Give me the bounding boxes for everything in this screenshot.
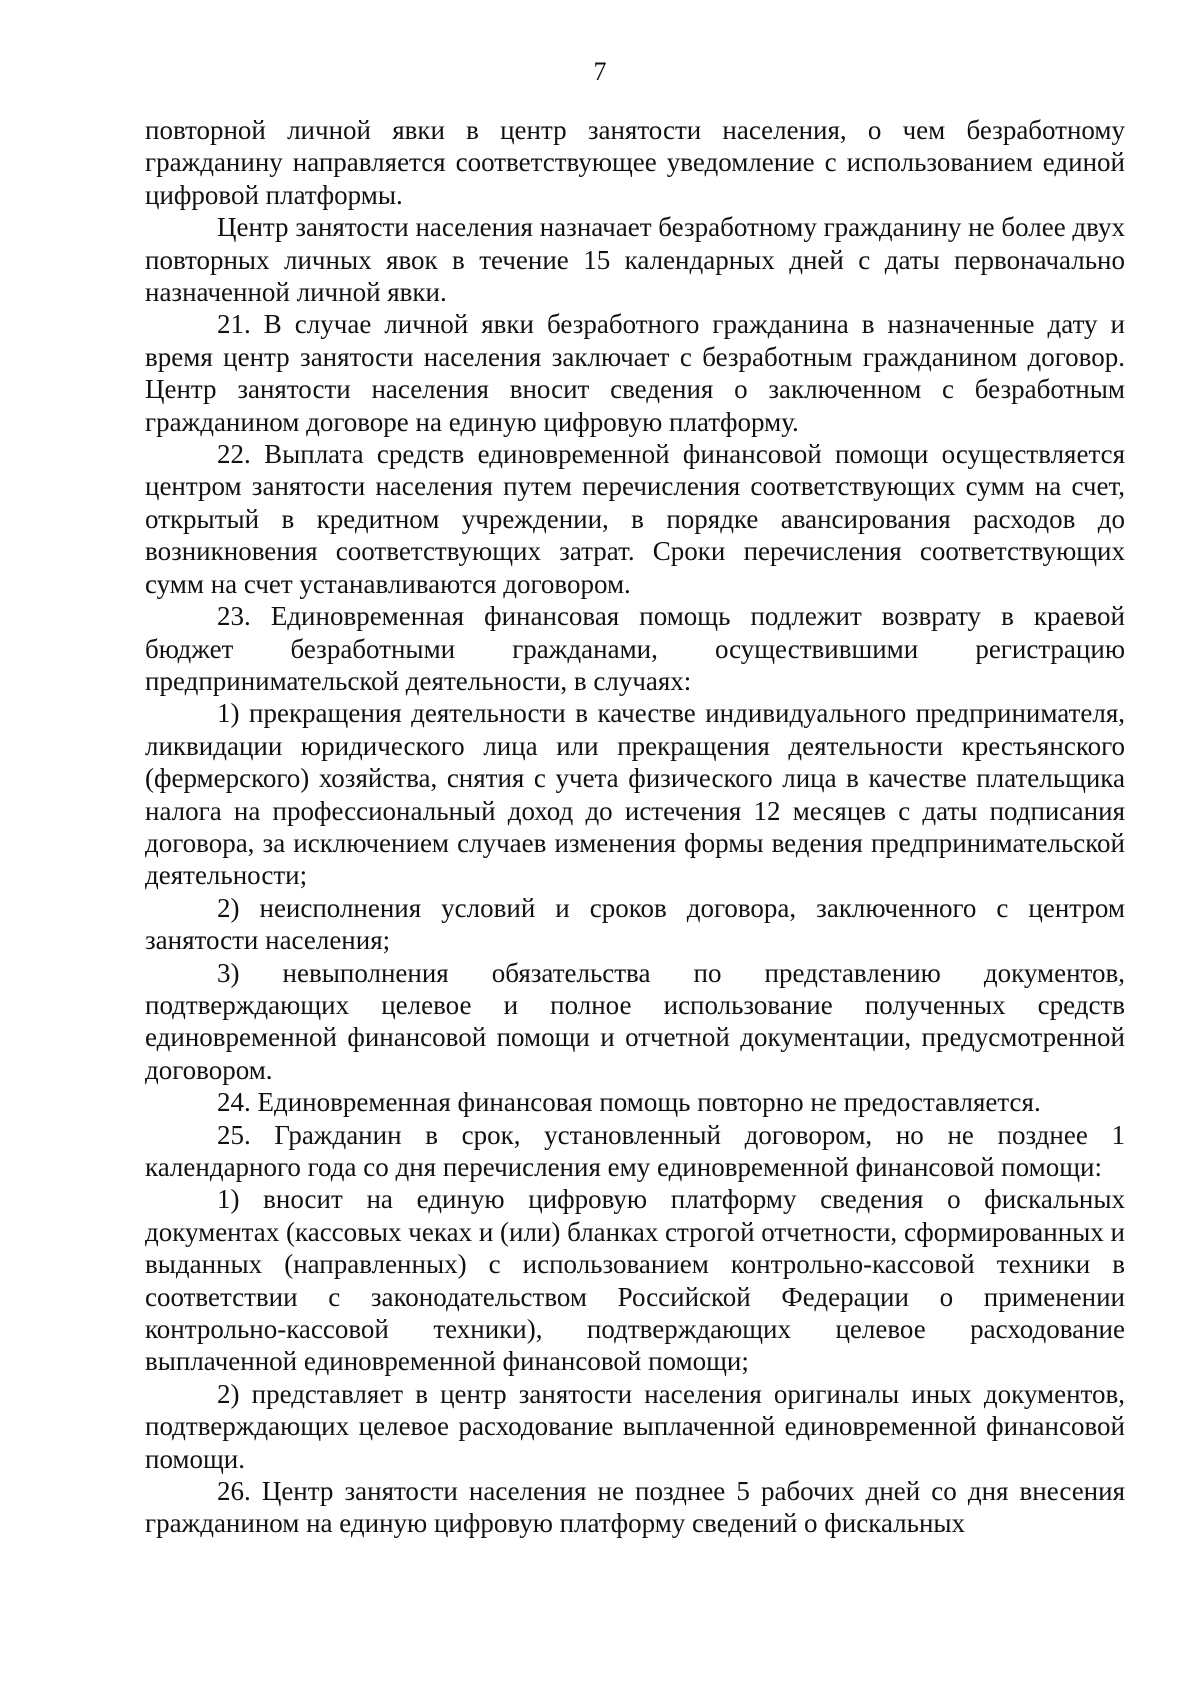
paragraph-25: 25. Гражданин в срок, установленный договором, но не позднее 1 календарного года со дня перечисления ему единовременной финансовой помощи:	[145, 1119, 1125, 1182]
paragraph-24: 24. Единовременная финансовая помощь повторно не предоставляется.	[217, 1087, 1041, 1118]
paragraph-25-item-2: 2) представляет в центр занятости населения оригиналы иных документов, подтверждающих целевое расходование выплаченной единовременной финансовой помощи.	[145, 1378, 1125, 1474]
paragraph-23-item-1: 1) прекращения деятельности в качестве индивидуального предпринимателя, ликвидации юридического лица или прекращения деятельности крестьянского (фермерского) хозяйства, снятия с учета физического лица в качестве плательщика налога на профессиональный доход до истечения 12 месяцев с даты подписания договора, за исключением случаев изменения формы ведения предпринимательской деятельности;	[145, 698, 1125, 891]
paragraph-continuation: повторной личной явки в центр занятости населения, о чем безработному гражданину направляется соответствующее уведомление с использованием единой цифровой платформы.	[145, 115, 1125, 210]
paragraph-23-item-2: 2) неисполнения условий и сроков договора, заключенного с центром занятости населения;	[145, 892, 1125, 956]
paragraph-repeat-appointments: Центр занятости населения назначает безработному гражданину не более двух повторных личных явок в течение 15 календарных дней с даты первоначально назначенной личной явки.	[145, 212, 1125, 308]
document-body	[145, 114, 1125, 1540]
paragraph-25-item-1: 1) вносит на единую цифровую платформу сведения о фискальных документах (кассовых чеках и (или) бланках строгой отчетности, сформированных и выданных (направленных) с использованием контрольно-кассовой техники в соответствии с законодательством Российской Федерации о применении контрольно-кассовой техники), подтверждающих целевое расходование выплаченной единовременной финансовой помощи;	[145, 1184, 1125, 1377]
paragraph-26: 26. Центр занятости населения не позднее 5 рабочих дней со дня внесения гражданином на единую цифровую платформу сведений о фискальных	[145, 1476, 1125, 1539]
page-number: 7	[593, 57, 607, 86]
paragraph-21: 21. В случае личной явки безработного гражданина в назначенные дату и время центр занятости населения заключает с безработным гражданином договор. Центр занятости населения вносит сведения о заключенном с безработным гражданином договоре на единую цифровую платформу.	[145, 309, 1125, 437]
paragraph-23-item-3: 3) невыполнения обязательства по представлению документов, подтверждающих целевое и полное использование полученных средств единовременной финансовой помощи и отчетной документации, предусмотренной договором.	[145, 957, 1125, 1085]
paragraph-22: 22. Выплата средств единовременной финансовой помощи осуществляется центром занятости населения путем перечисления соответствующих сумм на счет, открытый в кредитном учреждении, в порядке авансирования расходов до возникновения соответствующих затрат. Сроки перечисления соответствующих сумм на счет устанавливаются договором.	[145, 439, 1125, 599]
paragraph-23: 23. Единовременная финансовая помощь подлежит возврату в краевой бюджет безработными гражданами, осуществившими регистрацию предпринимательской деятельности, в случаях:	[145, 601, 1125, 696]
